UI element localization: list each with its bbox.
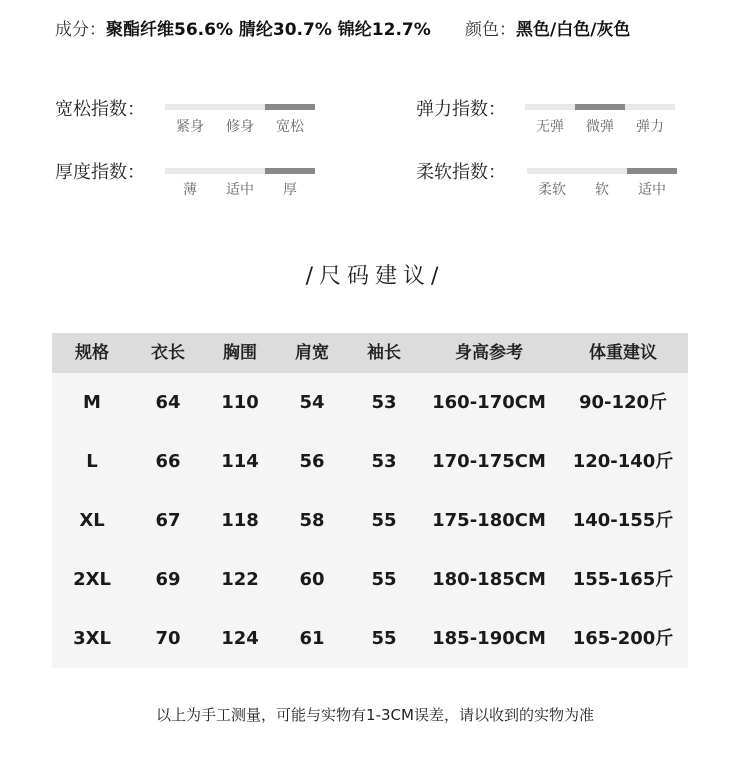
table-cell: 175-180CM — [432, 510, 546, 531]
table-cell: 155-165斤 — [572, 569, 674, 590]
elasticity-index-label: 弹力指数： — [416, 99, 506, 120]
table-cell: 2XL — [73, 569, 111, 590]
softness-index-ticks — [527, 181, 677, 199]
table-cell: 165-200斤 — [572, 628, 674, 649]
composition — [55, 18, 431, 42]
fit-tick: 紧身 — [176, 119, 204, 135]
table-cell: 3XL — [73, 628, 111, 649]
softness-seg-3 — [627, 168, 677, 174]
table-cell: XL — [79, 510, 105, 531]
elasticity-index-bar — [525, 104, 675, 110]
fit-tick: 宽松 — [276, 119, 304, 135]
softness-index-bar — [527, 168, 677, 174]
color-info — [465, 18, 630, 42]
elasticity-tick: 弹力 — [636, 119, 664, 135]
fit-seg-2 — [215, 104, 265, 110]
softness-index-label: 柔软指数： — [416, 162, 506, 183]
thickness-tick: 厚 — [283, 182, 297, 198]
color-label: 颜色： — [465, 20, 516, 40]
thickness-tick: 适中 — [226, 182, 254, 198]
table-header-row — [52, 333, 688, 373]
table-row — [52, 609, 688, 668]
size-table — [52, 333, 688, 668]
thickness-index-label: 厚度指数： — [55, 162, 145, 183]
table-cell: 66 — [155, 451, 181, 472]
table-cell: 180-185CM — [432, 569, 546, 590]
table-cell: L — [86, 451, 98, 472]
fit-index-ticks — [165, 118, 315, 136]
table-cell: 67 — [155, 510, 181, 531]
fit-seg-3 — [265, 104, 315, 110]
thickness-index-ticks — [165, 181, 315, 199]
fit-tick: 修身 — [226, 119, 254, 135]
thickness-tick: 薄 — [183, 182, 197, 198]
softness-seg-1 — [527, 168, 577, 174]
fit-index-bar — [165, 104, 315, 110]
softness-seg-2 — [577, 168, 627, 174]
table-cell: 53 — [371, 392, 397, 413]
table-row — [52, 432, 688, 491]
elasticity-seg-1 — [525, 104, 575, 110]
softness-tick: 适中 — [638, 182, 666, 198]
table-cell: 55 — [371, 510, 397, 531]
thickness-seg-2 — [215, 168, 265, 174]
table-cell: 122 — [221, 569, 259, 590]
table-cell: 124 — [221, 628, 259, 649]
table-cell: M — [83, 392, 101, 413]
composition-label: 成分： — [55, 20, 106, 40]
table-row — [52, 491, 688, 550]
softness-tick: 软 — [595, 182, 609, 198]
thickness-seg-3 — [265, 168, 315, 174]
table-header-cell: 规格 — [75, 343, 109, 363]
table-cell: 61 — [299, 628, 325, 649]
table-cell: 58 — [299, 510, 325, 531]
composition-value: 聚酯纤维56.6% 腈纶30.7% 锦纶12.7% — [106, 20, 431, 40]
table-row — [52, 550, 688, 609]
table-cell: 185-190CM — [432, 628, 546, 649]
table-cell: 118 — [221, 510, 259, 531]
elasticity-index-ticks — [525, 118, 675, 136]
table-cell: 53 — [371, 451, 397, 472]
table-cell: 55 — [371, 628, 397, 649]
fit-seg-1 — [165, 104, 215, 110]
softness-tick: 柔软 — [538, 182, 566, 198]
table-cell: 114 — [221, 451, 259, 472]
elasticity-seg-2 — [575, 104, 625, 110]
table-cell: 69 — [155, 569, 181, 590]
measurement-note: 以上为手工测量，可能与实物有1-3CM误差，请以收到的实物为准 — [156, 706, 594, 724]
table-header-cell: 胸围 — [223, 343, 257, 363]
fit-index-label: 宽松指数： — [55, 99, 145, 120]
table-header-cell: 身高参考 — [455, 343, 523, 363]
table-cell: 64 — [155, 392, 181, 413]
table-cell: 140-155斤 — [572, 510, 674, 531]
table-cell: 110 — [221, 392, 259, 413]
table-body — [52, 373, 688, 668]
table-header-cell: 袖长 — [367, 343, 401, 363]
elasticity-tick: 微弹 — [586, 119, 614, 135]
color-value: 黑色/白色/灰色 — [516, 20, 631, 40]
elasticity-seg-3 — [625, 104, 675, 110]
table-cell: 120-140斤 — [572, 451, 674, 472]
size-section-title: /尺码建议/ — [305, 264, 445, 289]
elasticity-tick: 无弹 — [536, 119, 564, 135]
thickness-index-bar — [165, 168, 315, 174]
table-cell: 60 — [299, 569, 325, 590]
table-cell: 55 — [371, 569, 397, 590]
table-header-cell: 肩宽 — [295, 343, 329, 363]
table-cell: 56 — [299, 451, 325, 472]
table-row — [52, 373, 688, 432]
table-cell: 54 — [299, 392, 325, 413]
table-cell: 170-175CM — [432, 451, 546, 472]
table-header-cell: 衣长 — [151, 343, 185, 363]
table-cell: 70 — [155, 628, 181, 649]
thickness-seg-1 — [165, 168, 215, 174]
table-header-cell: 体重建议 — [589, 343, 657, 363]
table-cell: 160-170CM — [432, 392, 546, 413]
table-cell: 90-120斤 — [578, 392, 668, 413]
